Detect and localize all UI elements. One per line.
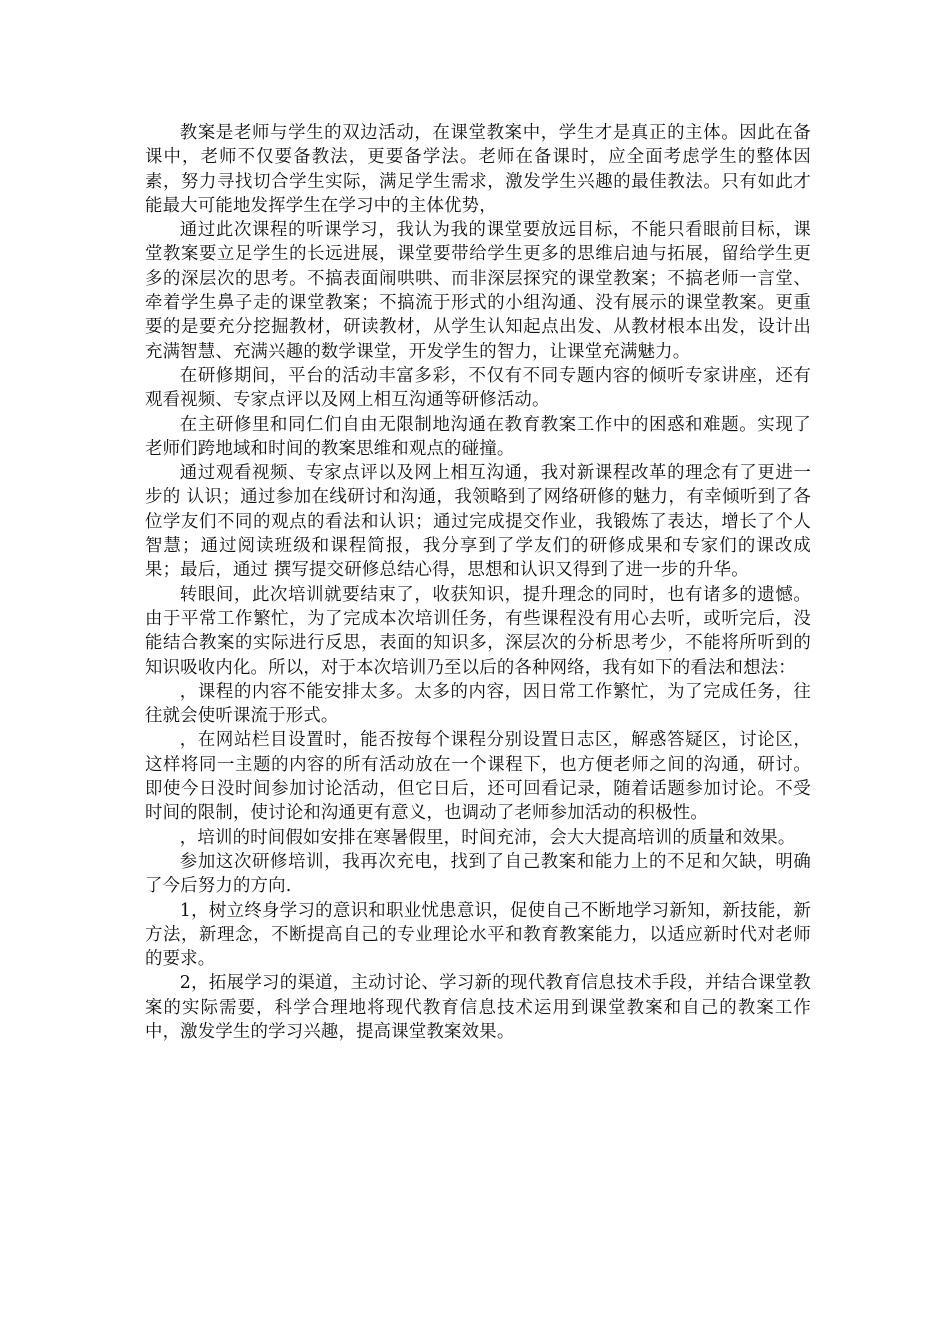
- paragraph: 2，拓展学习的渠道，主动讨论、学习新的现代教育信息技术手段，并结合课堂教案的实际需要，科学合理地将现代教育信息技术运用到课堂教案和自己的教案工作中，激发学生的学习兴趣，提高课堂教案效果。: [145, 973, 811, 1042]
- paragraph: 1，树立终身学习的意识和职业忧患意识，促使自己不断地学习新知，新技能，新方法，新理念，不断提高自己的专业理论水平和教育教案能力，以适应新时代对老师的要求。: [145, 900, 811, 970]
- paragraph: ，培训的时间假如安排在寒暑假里，时间充沛，会大大提高培训的质量和效果。: [179, 827, 796, 848]
- document-body: [145, 121, 811, 1044]
- paragraph: 教案是老师与学生的双边活动，在课堂教案中，学生才是真正的主体。因此在备课中，老师不仅要备教法，更要备学法。老师在备课时，应全面考虑学生的整体因素，努力寻找切合学生实际，满足学生需求，激发学生兴趣的最佳教法。只有如此才能最大可能地发挥学生在学习中的主体优势，: [145, 123, 811, 216]
- paragraph: 转眼间，此次培训就要结束了，收获知识，提升理念的同时，也有诸多的遗憾。由于平常工作繁忙，为了完成本次培训任务，有些课程没有用心去听，或听完后，没能结合教案的实际进行反思，表面的知识多，深层次的分析思考少，不能将所听到的知识吸收内化。所以，对于本次培训乃至以后的各种网络，我有如下的看法和想法：: [145, 584, 811, 678]
- paragraph: ，课程的内容不能安排太多。太多的内容，因日常工作繁忙，为了完成任务，往往就会使听课流于形式。: [145, 681, 811, 727]
- paragraph: 参加这次研修培训，我再次充电，找到了自己教案和能力上的不足和欠缺，明确了今后努力的方向.: [145, 851, 811, 897]
- paragraph: 在主研修里和同仁们自由无限制地沟通在教育教案工作中的困惑和难题。实现了老师们跨地域和时间的教案思维和观点的碰撞。: [145, 414, 811, 459]
- paragraph: ，在网站栏目设置时，能否按每个课程分别设置日志区，解惑答疑区，讨论区，这样将同一主题的内容的所有活动放在一个课程下，也方便老师之间的沟通，研讨。即使今日没时间参加讨论活动，但它日后，还可回看记录，随着话题参加讨论。不受时间的限制，使讨论和沟通更有意义，也调动了老师参加活动的积极性。: [145, 730, 811, 824]
- paragraph: 通过此次课程的听课学习，我认为我的课堂要放远目标，不能只看眼前目标，课堂教案要立足学生的长远进展，课堂要带给学生更多的思维启迪与拓展，留给学生更多的深层次的思考。不搞表面闹哄哄、而非深层探究的课堂教案；不搞老师一言堂、牵着学生鼻子走的课堂教案；不搞流于形式的小组沟通、没有展示的课堂教案。更重要的是要充分挖掘教材，研读教材，从学生认知起点出发、从教材根本出发，设计出充满智慧、充满兴趣的数学课堂，开发学生的智力，让课堂充满魅力。: [145, 220, 811, 362]
- paragraph: 通过观看视频、专家点评以及网上相互沟通，我对新课程改革的理念有了更进一步的 认识；通过参加在线研讨和沟通，我领略到了网络研修的魅力，有幸倾听到了各位学友们不同的观点的看法和认识；通过完成提交作业，我锻炼了表达，增长了个人智慧；通过阅读班级和课程简报，我分享到了学友们的研修成果和专家们的课改成果；最后，通过 撰写提交研修总结心得，思想和认识又得到了进一步的升华。: [145, 463, 811, 581]
- paragraph: 在研修期间，平台的活动丰富多彩，不仅有不同专题内容的倾听专家讲座，还有观看视频、专家点评以及网上相互沟通等研修活动。: [145, 365, 811, 411]
